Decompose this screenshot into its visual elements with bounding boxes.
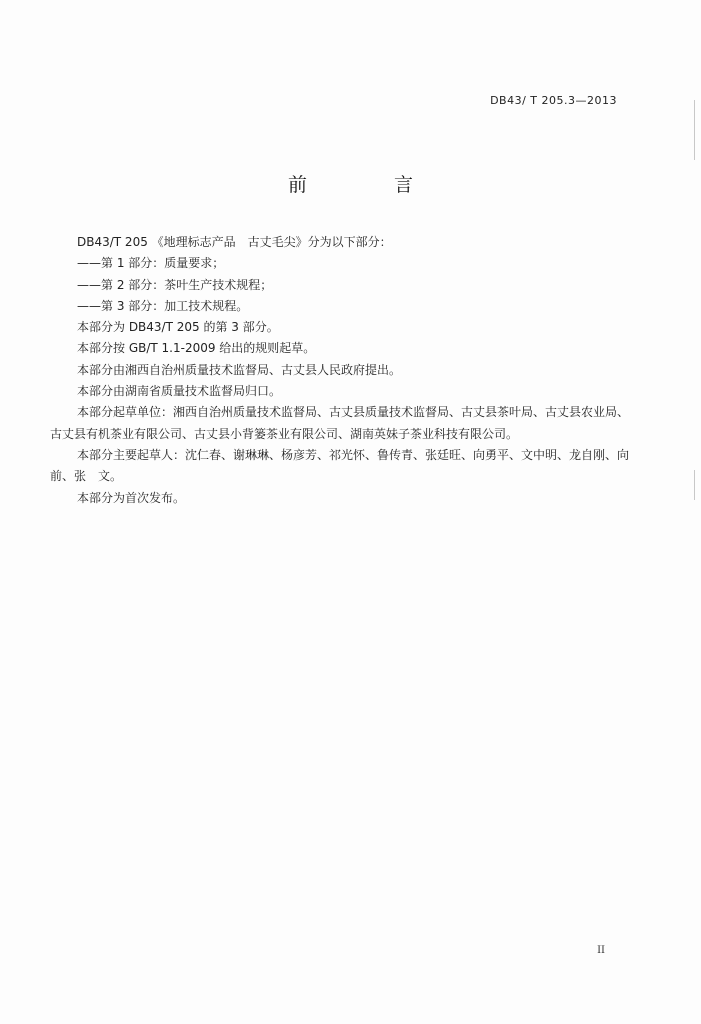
drafters-paragraph: 本部分主要起草人：沈仁春、谢琳琳、杨彦芳、祁光怀、鲁传青、张廷旺、向勇平、文中明、龙自刚、向 前、张 文。 xyxy=(50,447,642,484)
first-release-paragraph: 本部分为首次发布。 xyxy=(77,490,186,505)
proposed-by-paragraph: 本部分由湘西自治州质量技术监督局、古丈县人民政府提出。 xyxy=(77,362,402,377)
intro-paragraph: DB43/T 205 《地理标志产品 古丈毛尖》分为以下部分： xyxy=(77,235,392,249)
drafting-rules-paragraph: 本部分按 GB/T 1.1-2009 给出的规则起草。 xyxy=(77,341,316,356)
page-number: II xyxy=(597,945,605,956)
scan-edge-mark xyxy=(694,100,695,160)
drafting-units-paragraph: 本部分起草单位：湘西自治州质量技术监督局、古丈县质量技术监督局、古丈县茶叶局、古丈县农业局、古丈县有机茶业有限公司、古丈县小背篓茶业有限公司、湖南英妹子茶业科技有限公司。 xyxy=(50,405,630,441)
this-part-paragraph: 本部分为 DB43/T 205 的第 3 部分。 xyxy=(77,320,279,335)
foreword-body xyxy=(50,232,642,509)
part-1-item: ——第 1 部分：质量要求； xyxy=(77,256,225,271)
part-2-item: ——第 2 部分：茶叶生产技术规程； xyxy=(77,277,273,292)
part-3-item: ——第 3 部分：加工技术规程。 xyxy=(77,298,249,313)
scan-edge-mark xyxy=(694,470,695,500)
managed-by-paragraph: 本部分由湖南省质量技术监督局归口。 xyxy=(77,384,282,399)
page-title: 前 言 xyxy=(287,174,447,196)
document-code: DB43/ T 205.3—2013 xyxy=(490,94,617,107)
